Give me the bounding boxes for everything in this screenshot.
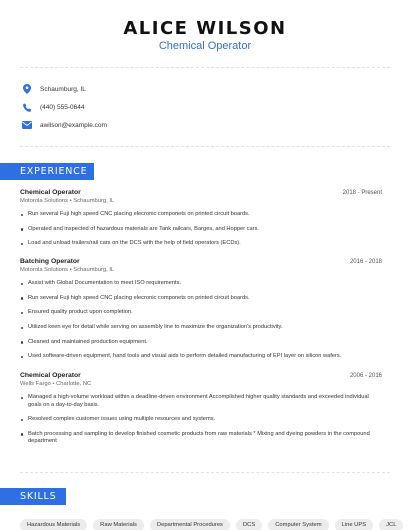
list-item: Batch processing and sampling to develop finished cosmetic products from raw materials * Mixing and dyeing powders in the compound department [20, 431, 382, 446]
skill-chip: Departmental Procedures [150, 519, 230, 530]
skill-chip: Computer System [268, 519, 328, 530]
job-entry [20, 189, 382, 248]
list-item: Managed a high-volume workload within a deadline-driven environment Accomplished higher quality standards and exceeded individual goals on a day-to-day basis. [20, 394, 382, 409]
job-bullets [20, 394, 382, 445]
job-bullets [20, 280, 382, 360]
contact-location [22, 83, 86, 95]
divider [20, 67, 390, 68]
list-item: Cleaned and maintained production equipment. [20, 339, 382, 346]
skill-chip: JCL [379, 519, 403, 530]
experience-heading: EXPERIENCE [0, 163, 94, 180]
list-item: Operated and inspected of hazardous materials are Tank railcars, Barges, and Hopper cars. [20, 226, 382, 233]
job-dates: 2006 - 2016 [349, 373, 382, 379]
candidate-title: Chemical Operator [158, 40, 252, 52]
job-company-line: Motorola Solutions • Schaumburg, IL [20, 267, 115, 273]
mail-icon [22, 120, 32, 130]
job-location: Schaumburg, IL [73, 267, 115, 273]
phone-icon [22, 102, 32, 112]
skills-list [20, 519, 403, 530]
contact-email[interactable] [22, 119, 107, 131]
job-entry [20, 258, 382, 361]
job-entry [20, 372, 382, 446]
list-item: Run several Fuji high speed CNC placing elecronic componets on printed circuit boards. [20, 211, 382, 218]
job-dates: 2018 - Present [342, 190, 382, 196]
list-item: Resolved complex customer issues using multiple resources and systems. [20, 416, 382, 423]
job-location: Schaumburg, IL [73, 198, 115, 204]
skill-chip: Line UPS [335, 519, 374, 530]
job-company: Motorola Solutions [20, 267, 69, 273]
job-dates: 2016 - 2018 [349, 259, 382, 265]
location-pin-icon [22, 84, 32, 94]
list-item: Run several Fuji high speed CNC placing elecronic componets on printed circuit boards. [20, 295, 382, 302]
list-item: Load and unload trailers/rail cars on the DCS with the help of field operators (ECDs). [20, 240, 382, 247]
job-company-line: Wells Fargo • Charlotte, NC [20, 381, 92, 387]
job-company: Motorola Solutions [20, 198, 69, 204]
list-item: Utilized keen eye for detail while serving on assembly line to maximize the organization's productivity. [20, 324, 382, 331]
candidate-name: ALICE WILSON [123, 18, 287, 39]
skill-chip: Raw Materials [93, 519, 144, 530]
list-item: Assist with Global Documentation to meet ISO requirements. [20, 280, 382, 287]
job-title: Chemical Operator [20, 189, 81, 196]
location-text: Schaumburg, IL [40, 85, 86, 93]
divider [20, 146, 390, 147]
phone-text: (440) 555-0644 [40, 103, 85, 111]
skill-chip: Hazardous Materials [20, 519, 87, 530]
job-bullets [20, 211, 382, 248]
divider [20, 472, 390, 473]
job-location: Charlotte, NC [56, 381, 92, 387]
email-link[interactable]: awilson@example.com [40, 121, 107, 129]
contact-phone [22, 101, 84, 113]
job-company: Wells Fargo [20, 381, 51, 387]
skill-chip: DCS [236, 519, 262, 530]
job-company-line: Motorola Solutions • Schaumburg, IL [20, 198, 115, 204]
job-title: Batching Operator [20, 258, 80, 265]
job-title: Chemical Operator [20, 372, 81, 379]
list-item: Used software-driven equipment, hand tools and visual aids to perform detailed manufacturing of EPI layer on silicon wafers. [20, 353, 382, 360]
list-item: Ensured quality product upon completion. [20, 309, 382, 316]
skills-heading: SKILLS [0, 488, 66, 505]
